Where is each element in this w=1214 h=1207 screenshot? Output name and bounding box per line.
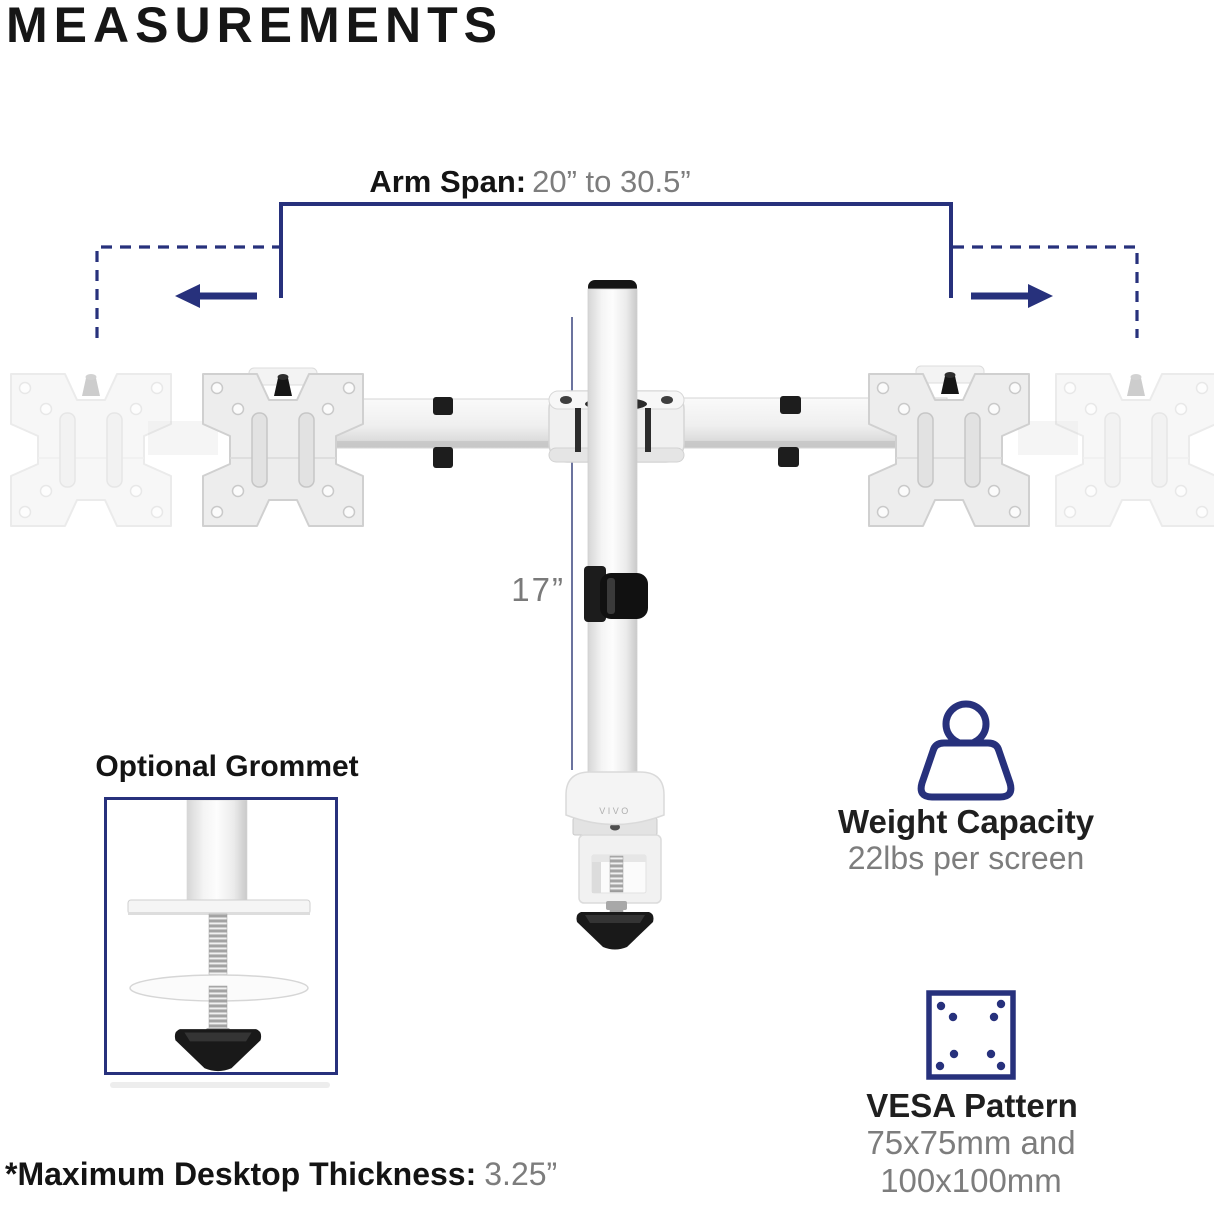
center-pole xyxy=(588,280,637,776)
weight-capacity-title: Weight Capacity xyxy=(837,803,1095,840)
grommet-inset-box xyxy=(104,797,338,1075)
extend-arrow-right-icon xyxy=(971,284,1053,308)
grommet-title: Optional Grommet xyxy=(95,750,359,783)
extend-arrow-left-icon xyxy=(175,284,257,308)
brand-label: VIVO xyxy=(599,806,631,816)
weight-capacity-value: 22lbs per screen xyxy=(847,840,1085,876)
max-desktop-thickness-value: 3.25” xyxy=(484,1156,558,1192)
pole-collar xyxy=(584,566,648,622)
arm-span-label: Arm Span: xyxy=(369,164,527,199)
pole-height-label: 17” xyxy=(511,571,565,608)
arm-span-value: 20” to 30.5” xyxy=(532,164,691,199)
ghost-vesa-plate-right xyxy=(1056,374,1214,526)
vesa-pattern-value: 75x75mm and 100x100mm xyxy=(866,1124,1076,1199)
desk-clamp xyxy=(566,772,664,950)
max-desktop-thickness-note xyxy=(5,1156,557,1193)
ghost-vesa-plate-left xyxy=(11,374,171,526)
vesa-pattern-title: VESA Pattern xyxy=(866,1087,1078,1124)
page-title: MEASUREMENTS xyxy=(6,0,504,53)
weight-icon xyxy=(921,704,1011,797)
vesa-grid-icon xyxy=(929,993,1013,1077)
arm-span-dimension xyxy=(230,164,830,200)
max-desktop-thickness-label: *Maximum Desktop Thickness: xyxy=(5,1156,477,1192)
